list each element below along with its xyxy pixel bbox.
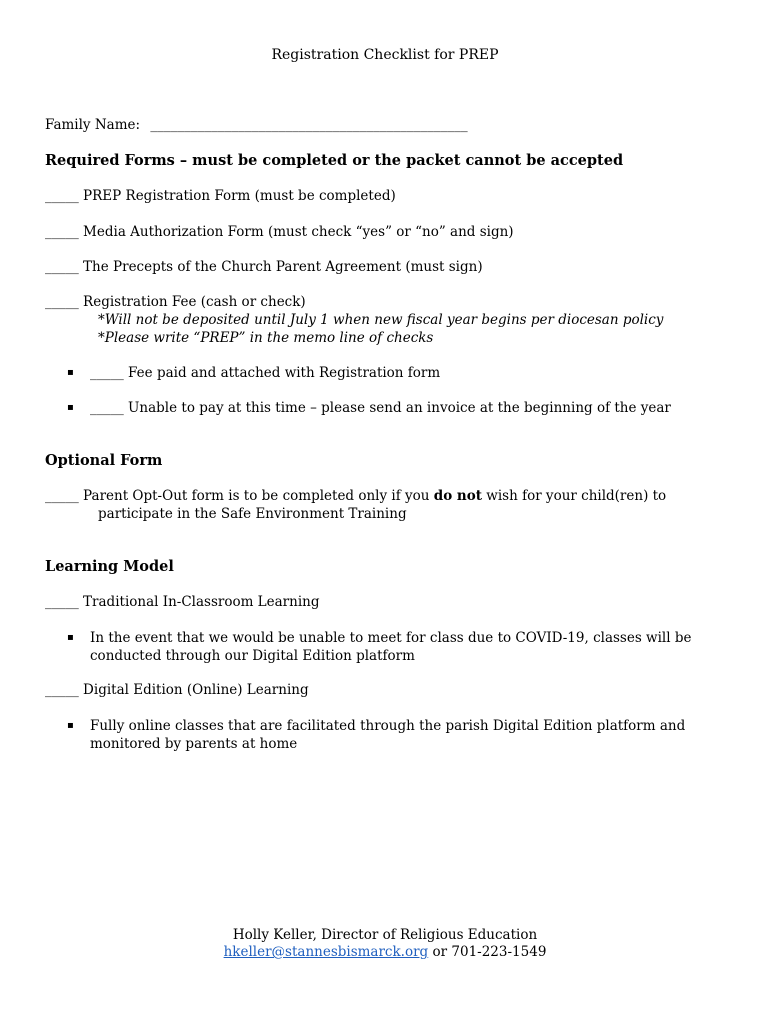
check-blank: _____ — [45, 259, 79, 275]
item-text: Fee paid and attached with Registration form — [128, 365, 441, 381]
square-bullet-icon: ▪ — [67, 632, 74, 643]
item-text: Digital Edition (Online) Learning — [83, 682, 309, 698]
item-text-emphasis: do not — [433, 488, 482, 504]
check-blank: _____ — [45, 224, 79, 240]
footer-contact-details — [0, 944, 770, 961]
family-name-row — [45, 116, 468, 134]
bullet-text-line2: conducted through our Digital Edition platform — [90, 648, 415, 664]
check-blank: _____ — [45, 682, 79, 698]
required-item-registration-fee — [45, 293, 306, 311]
required-item-registration-form — [45, 187, 396, 205]
optional-item-continuation: participate in the Safe Environment Training — [98, 506, 407, 522]
square-bullet-icon: ▪ — [67, 402, 74, 413]
check-blank: _____ — [45, 594, 79, 610]
item-text-after: wish for your child(ren) to — [486, 488, 667, 504]
required-forms-heading: Required Forms – must be completed or the packet cannot be accepted — [45, 152, 624, 169]
item-text: Media Authorization Form (must check “yes” or “no” and sign) — [83, 224, 514, 240]
phone-number: 701-223-1549 — [451, 944, 547, 960]
item-text: Traditional In-Classroom Learning — [83, 594, 320, 610]
check-blank: _____ — [45, 294, 79, 310]
footer-contact-name: Holly Keller, Director of Religious Education — [232, 927, 538, 943]
email-link[interactable]: hkeller@stannesbismarck.org — [223, 944, 429, 960]
bullet-text-line1: In the event that we would be unable to meet for class due to COVID-19, classes will be — [90, 630, 692, 646]
square-bullet-icon: ▪ — [67, 367, 74, 378]
square-bullet-icon: ▪ — [67, 720, 74, 731]
learning-option-traditional — [45, 593, 319, 611]
check-blank: _____ — [90, 400, 124, 416]
item-text: The Precepts of the Church Parent Agreement (must sign) — [83, 259, 483, 275]
optional-item-opt-out — [45, 487, 666, 505]
item-text: Registration Fee (cash or check) — [83, 294, 306, 310]
learning-model-heading: Learning Model — [45, 558, 174, 575]
fee-note-deposit: *Will not be deposited until July 1 when new fiscal year begins per diocesan policy — [98, 312, 664, 328]
required-item-precepts-agreement — [45, 258, 483, 276]
footer-connector: or — [432, 944, 448, 960]
check-blank: _____ — [45, 488, 79, 504]
required-item-media-authorization — [45, 223, 514, 241]
family-name-label: Family Name: — [45, 117, 141, 133]
check-blank: _____ — [45, 188, 79, 204]
learning-option-digital — [45, 681, 309, 699]
fee-note-memo: *Please write “PREP” in the memo line of checks — [98, 330, 434, 346]
item-text: PREP Registration Form (must be completed) — [83, 188, 396, 204]
item-text-before: Parent Opt-Out form is to be completed only if you — [83, 488, 430, 504]
bullet-text-line2: monitored by parents at home — [90, 736, 298, 752]
optional-form-heading: Optional Form — [45, 452, 163, 469]
bullet-text-line1: Fully online classes that are facilitated through the parish Digital Edition platform and — [90, 718, 686, 734]
check-blank: _____ — [90, 365, 124, 381]
page-title: Registration Checklist for PREP — [271, 47, 499, 63]
item-text: Unable to pay at this time – please send an invoice at the beginning of the year — [128, 400, 671, 416]
family-name-blank: _______________________________________________ — [150, 117, 468, 133]
